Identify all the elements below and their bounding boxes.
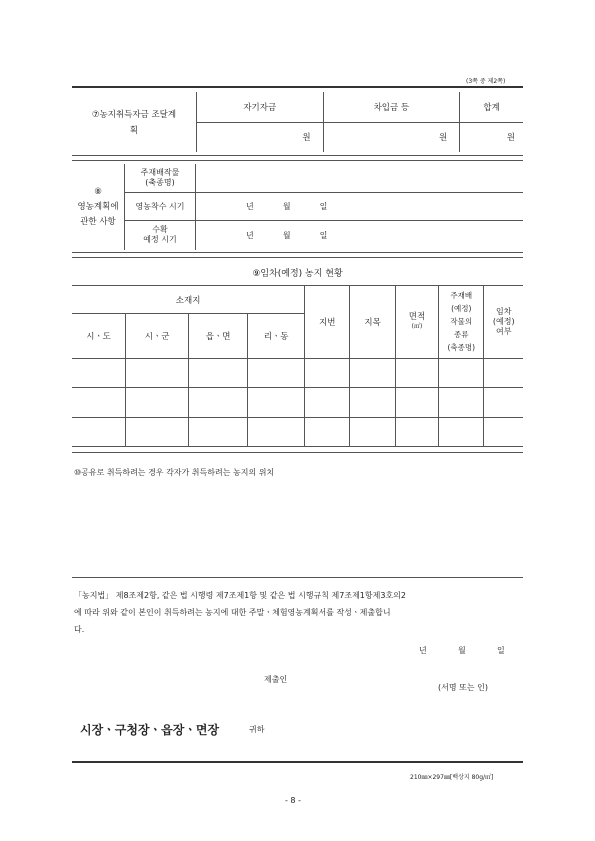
plan-label-line1: 영농계획에: [77, 201, 119, 212]
statement-line2: 에 따라 위와 같이 본인이 취득하려는 농지에 대한 주말ㆍ체험영농계획서를 작성ㆍ제출합니: [74, 608, 391, 617]
plan-start-month: 월: [282, 201, 291, 211]
addressee-suffix: 귀하: [249, 725, 265, 734]
funding-label-line1: ⑦농지취득자금 조달계: [91, 110, 177, 120]
plan-table: [72, 164, 523, 250]
page-number: - 8 -: [285, 796, 301, 805]
lease-crop-line2: (예정): [451, 304, 472, 314]
plan-label-line2: 관한 사항: [80, 216, 116, 227]
funding-unit-loan: 원: [323, 122, 460, 152]
divider-2: [72, 160, 523, 161]
paper-spec: 210㎜×297㎜[백상지 80g/㎡]: [410, 774, 494, 781]
plan-row-start-date: [196, 192, 524, 220]
submitter-label: 제출인: [264, 675, 288, 684]
plan-harvest-day: 일: [319, 230, 328, 240]
plan-crop-line2: (축종명): [145, 177, 175, 187]
shared-title: ⑩공유로 취득하려는 경우 각자가 취득하려는 농지의 위치: [74, 468, 275, 477]
plan-start-day: 일: [319, 201, 328, 211]
table-row: [72, 358, 523, 387]
bottom-rule: [72, 761, 523, 763]
lease-header-area: [395, 286, 438, 359]
date-day: 일: [497, 646, 505, 655]
funding-label-line2: 획: [129, 126, 139, 136]
plan-row-crop-label: [125, 164, 196, 192]
divider-1: [72, 155, 523, 156]
date-year: 년: [419, 646, 427, 655]
plan-harvest-month: 월: [282, 230, 291, 240]
plan-row-harvest-label: [125, 220, 196, 250]
divider-3: [72, 252, 523, 253]
lease-header-status: [484, 286, 523, 359]
signature-label: (서명 또는 인): [438, 683, 488, 692]
lease-sub-sigun: 시ㆍ군: [126, 314, 189, 359]
lease-status-line3: 여부: [496, 326, 512, 336]
plan-num: ⑧: [94, 186, 102, 197]
top-rule: [72, 86, 523, 88]
funding-unit-total: 원: [460, 122, 523, 152]
lease-status-line1: 임차: [496, 306, 512, 316]
plan-row-crop-value: [196, 164, 524, 192]
statement-line3: 다.: [74, 625, 85, 634]
lease-header-jimok: 지목: [350, 286, 395, 359]
lease-crop-line1: 주재배: [450, 291, 473, 301]
funding-table: [72, 92, 523, 152]
plan-crop-line1: 주재배작물: [140, 167, 180, 177]
funding-unit-own: 원: [197, 122, 324, 152]
lease-sub-eupmyeon: 읍ㆍ면: [189, 314, 248, 359]
lease-crop-line4: 종류: [454, 330, 469, 340]
plan-harvest-year: 년: [246, 230, 254, 240]
table-row: [72, 417, 523, 446]
divider-6: [72, 577, 523, 578]
lease-crop-line5: (축종명): [447, 343, 476, 353]
plan-harvest-line1: 수확: [152, 225, 168, 235]
lease-table: [72, 285, 523, 447]
statement: [74, 587, 526, 638]
lease-area-label: 면적: [408, 311, 426, 322]
lease-header-location: 소재지: [72, 286, 305, 314]
lease-area-unit: (㎡): [411, 322, 423, 330]
funding-header-own: 자기자금: [197, 92, 324, 122]
plan-harvest-line2: 예정 시기: [143, 235, 177, 245]
lease-title: ⑨임차(예정) 농지 현황: [252, 269, 343, 279]
funding-header-total: 합계: [460, 92, 523, 122]
addressee: 시장ㆍ구청장ㆍ읍장ㆍ면장: [80, 723, 220, 737]
plan-label: [72, 164, 125, 250]
funding-header-loan: 차입금 등: [323, 92, 460, 122]
statement-line1: 「농지법」 제8조제2항, 같은 법 시행령 제7조제1항 및 같은 법 시행규칙 제7조제1항제3호의2: [74, 591, 406, 600]
plan-start-year: 년: [246, 201, 254, 211]
lease-sub-ridong: 리ㆍ동: [248, 314, 305, 359]
lease-sub-sido: 시ㆍ도: [72, 314, 126, 359]
table-row: [72, 388, 523, 417]
lease-crop-line3: 작물의: [450, 317, 473, 327]
lease-header-crop: [439, 286, 484, 359]
funding-label: [72, 92, 197, 152]
divider-5: [72, 452, 523, 453]
lease-header-jibun: 지번: [305, 286, 350, 359]
plan-row-harvest-date: [196, 220, 524, 250]
page-label: (3쪽 중 제2쪽): [466, 78, 506, 85]
plan-row-start-label: 영농착수 시기: [125, 192, 196, 220]
date-month: 월: [458, 646, 466, 655]
lease-status-line2: (예정): [492, 316, 515, 326]
divider-4: [72, 257, 523, 258]
